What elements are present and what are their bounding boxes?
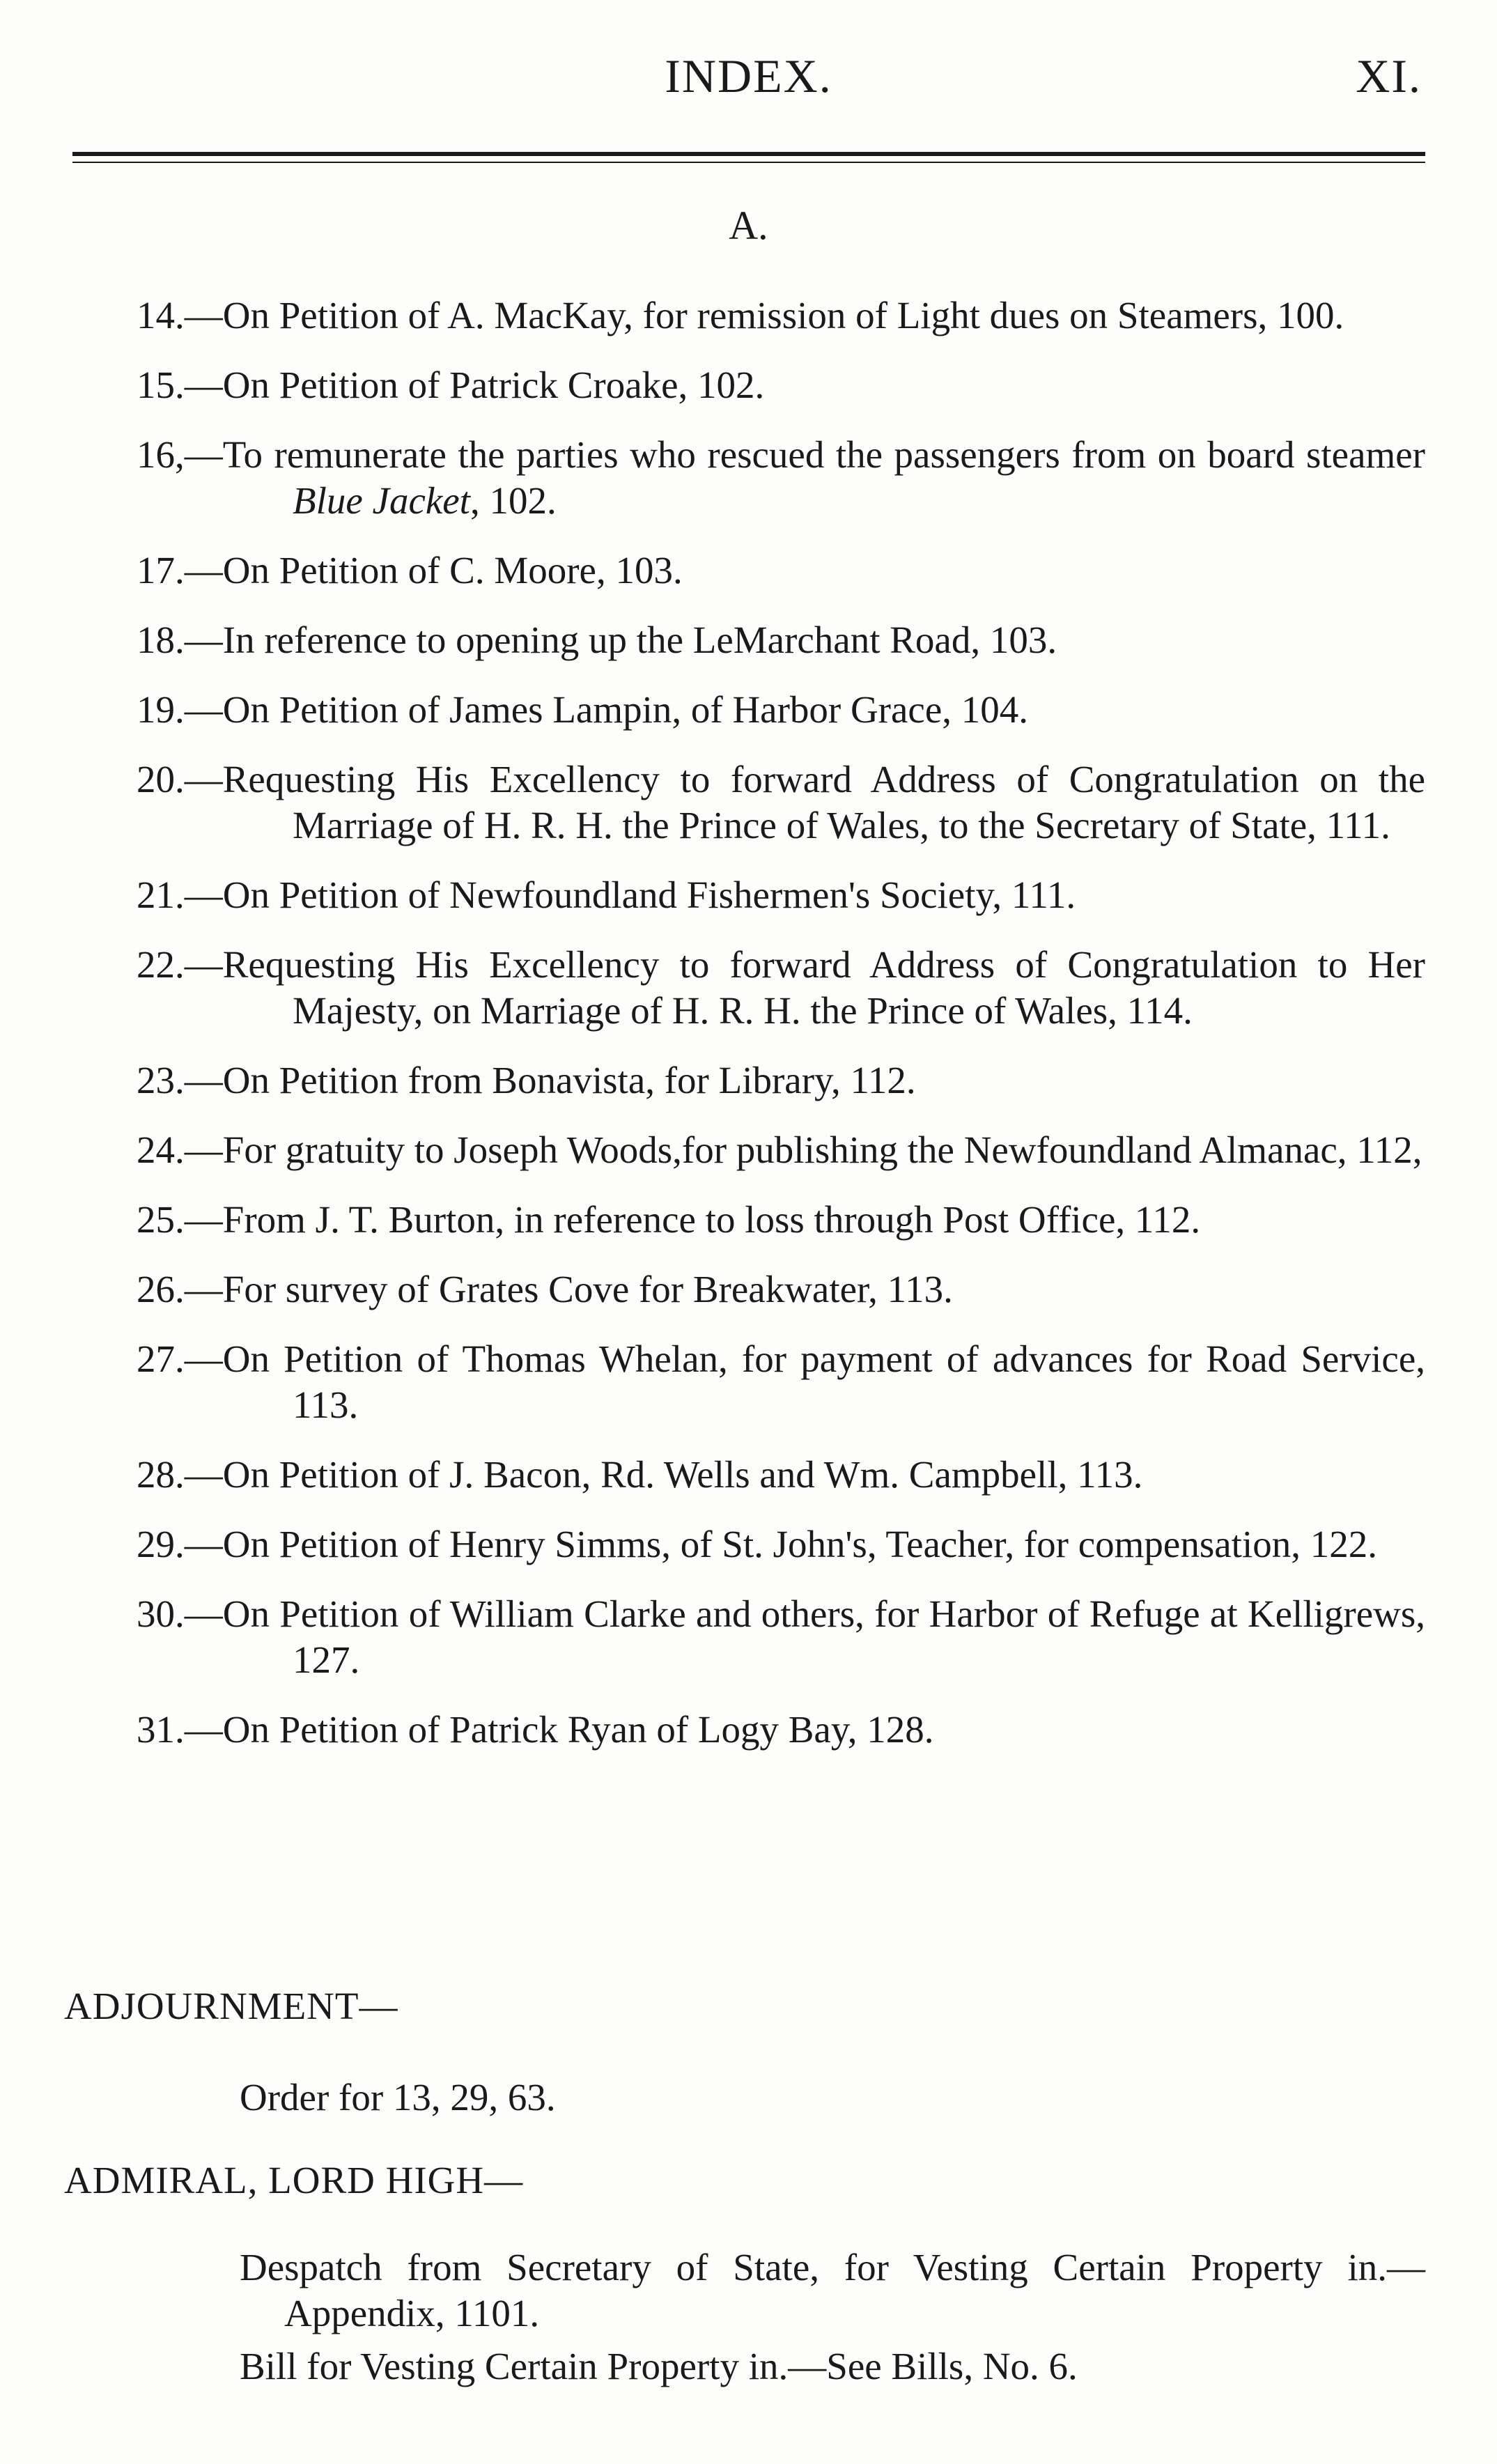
running-head [0,49,1497,111]
subentry-admiral-despatch: Despatch from Secretary of State, for Vesting Certain Property in.—Appendix, 1101. [240,2246,1425,2334]
index-entry [137,757,1425,849]
index-entry [137,1336,1425,1428]
entry-text: On Petition of William Clarke and others, for Harbor of Refuge at Kelligrews, 127. [222,1593,1425,1681]
index-entry [137,1707,1425,1753]
entry-text: In reference to opening up the LeMarchant Road, 103. [222,619,1057,661]
entry-number: 25.— [137,1198,223,1241]
entry-text-after: , 102. [470,479,557,522]
header-rule-thin [72,162,1425,163]
entry-number: 26.— [137,1268,223,1310]
entry-number: 24.— [137,1129,223,1171]
entry-text: On Petition of C. Moore, 103. [222,549,683,591]
index-entry [137,872,1425,918]
index-entry [137,1521,1425,1567]
entry-number: 27.— [137,1338,223,1380]
entry-text: On Petition of Newfoundland Fishermen's Society, 111. [222,874,1076,916]
index-entries [137,293,1425,1776]
entry-text: On Petition of James Lampin, of Harbor Grace, 104. [222,688,1028,731]
index-entry [137,1266,1425,1312]
entry-number: 15.— [137,364,223,406]
index-entry [137,1591,1425,1683]
entry-number: 19.— [137,688,223,731]
index-entry [137,432,1425,524]
entry-text: For survey of Grates Cove for Breakwater, 113. [222,1268,953,1310]
entry-number: 20.— [137,758,223,800]
entry-number: 17.— [137,549,223,591]
entry-number: 14.— [137,294,223,336]
heading-admiral: ADMIRAL, LORD HIGH— [64,2159,524,2201]
entry-text: Requesting His Excellency to forward Address of Congratulation to Her Majesty, on Marriage of H. R. H. the Prince of Wales, 114. [222,943,1425,1032]
entry-number: 18.— [137,619,223,661]
entry-text: To remunerate the parties who rescued the passengers from on board steamer [222,433,1425,476]
entry-text: Requesting His Excellency to forward Address of Congratulation on the Marriage of H. R. H. the Prince of Wales, to the Secretary of State, 111. [222,758,1425,846]
subentry-admiral-bill: Bill for Vesting Certain Property in.—See Bills, No. 6. [240,2345,1078,2387]
entry-text: On Petition of Henry Simms, of St. John's, Teacher, for compensation, 122. [222,1523,1377,1565]
entry-number: 29.— [137,1523,223,1565]
entry-text: On Petition of Thomas Whelan, for payment of advances for Road Service, 113. [222,1338,1425,1426]
index-entry [137,548,1425,594]
index-entry [137,1127,1425,1173]
entry-number: 22.— [137,943,223,986]
entry-text: On Petition of J. Bacon, Rd. Wells and Wm. Campbell, 113. [222,1453,1143,1496]
section-letter: A. [729,203,768,248]
page-title: INDEX. [665,49,832,102]
index-entry [137,293,1425,339]
index-entry [137,687,1425,733]
entry-number: 28.— [137,1453,223,1496]
entry-text: From J. T. Burton, in reference to loss through Post Office, 112. [222,1198,1201,1241]
index-entry [137,942,1425,1034]
entry-text: On Petition of A. MacKay, for remission of Light dues on Steamers, 100. [222,294,1344,336]
entry-text: On Petition from Bonavista, for Library, 112. [222,1059,916,1101]
entry-italic-text: Blue Jacket [293,479,470,522]
heading-adjournment: ADJOURNMENT— [64,1985,398,2027]
entry-number: 30.— [137,1593,223,1635]
index-entry [137,1057,1425,1103]
entry-text: On Petition of Patrick Ryan of Logy Bay, 128. [222,1708,934,1751]
index-entry [137,1452,1425,1498]
page-number: XI. [1356,49,1422,102]
subentry-adjournment-order: Order for 13, 29, 63. [240,2076,556,2118]
index-entry [137,362,1425,408]
entry-text: For gratuity to Joseph Woods,for publishing the Newfoundland Almanac, 112, [222,1129,1422,1171]
entry-number: 31.— [137,1708,223,1751]
index-entry [137,617,1425,663]
entry-text: On Petition of Patrick Croake, 102. [222,364,765,406]
entry-number: 23.— [137,1059,223,1101]
entry-number: 21.— [137,874,223,916]
index-entry [137,1197,1425,1243]
entry-number: 16,— [137,433,223,476]
header-rule [72,152,1425,156]
